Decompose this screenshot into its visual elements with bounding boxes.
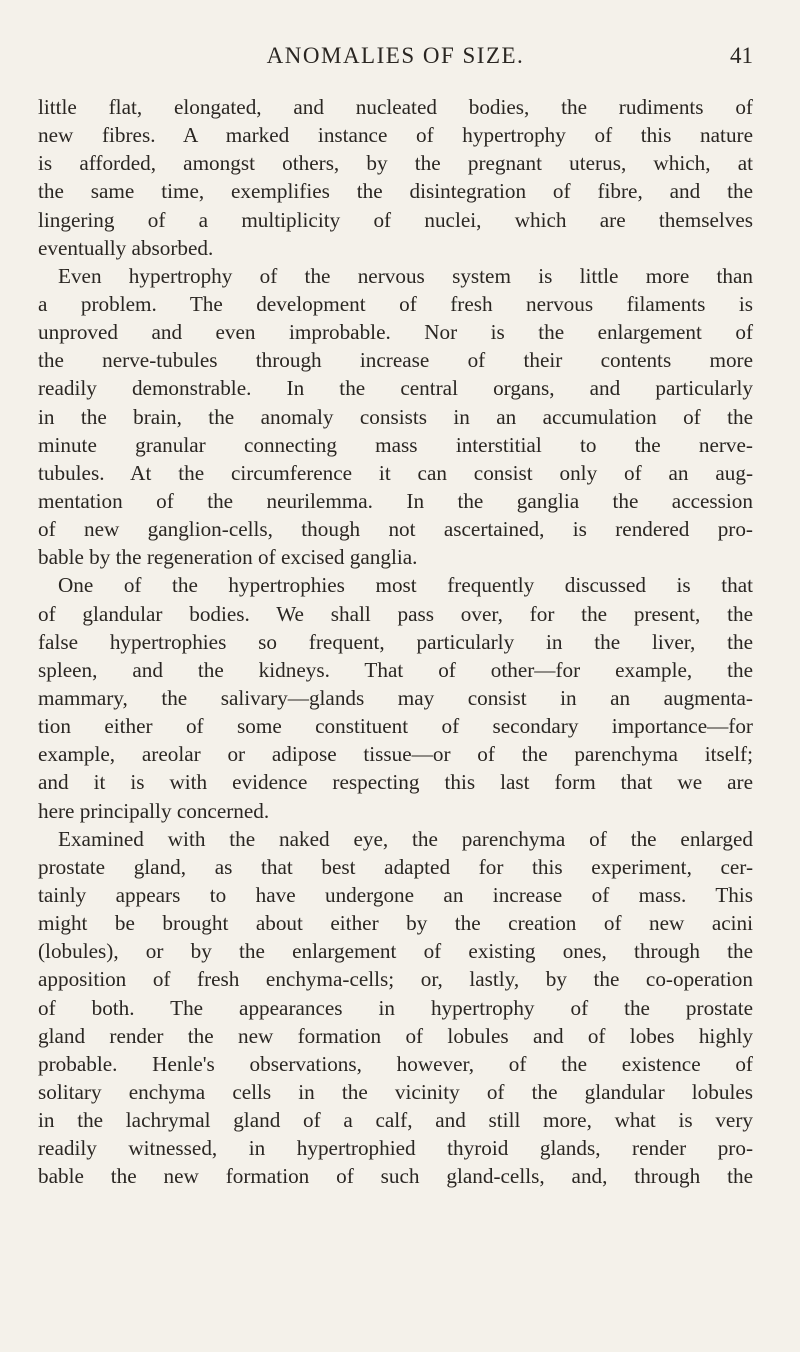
text-line: mentation of the neurilemma. In the ganglia the accession (38, 488, 753, 513)
text-line: the same time, exemplifies the disintegration of fibre, and the (38, 179, 753, 204)
text-line: bable by the regeneration of excised ganglia. (38, 545, 418, 570)
text-line: apposition of fresh enchyma-cells; or, lastly, by the co-operation (38, 967, 753, 992)
body-text (38, 93, 753, 1190)
text-line: the nerve-tubules through increase of their contents more (38, 348, 753, 373)
text-line: of both. The appearances in hypertrophy of the prostate (38, 995, 753, 1020)
text-line: and it is with evidence respecting this last form that we are (38, 770, 753, 795)
text-line: in the lachrymal gland of a calf, and still more, what is very (38, 1108, 753, 1133)
text-line: readily witnessed, in hypertrophied thyroid glands, render pro- (38, 1136, 753, 1161)
text-line: tion either of some constituent of secondary importance—for (38, 714, 753, 739)
text-line: might be brought about either by the creation of new acini (38, 911, 753, 936)
text-line: tubules. At the circumference it can consist only of an aug- (38, 460, 753, 485)
running-title: ANOMALIES OF SIZE. (266, 43, 525, 68)
text-line: mammary, the salivary—glands may consist in an augmenta- (38, 685, 753, 710)
text-line: here principally concerned. (38, 798, 270, 823)
text-line: is afforded, amongst others, by the pregnant uterus, which, at (38, 151, 753, 176)
text-line: prostate gland, as that best adapted for this experiment, cer- (38, 854, 753, 879)
text-line: unproved and even improbable. Nor is the enlargement of (38, 320, 753, 345)
text-line: of new ganglion-cells, though not ascertained, is rendered pro- (38, 517, 753, 542)
text-line: in the brain, the anomaly consists in an accumulation of the (38, 404, 753, 429)
text-line: solitary enchyma cells in the vicinity of the glandular lobules (38, 1079, 753, 1104)
text-line: tainly appears to have undergone an increase of mass. This (38, 882, 753, 907)
text-line: probable. Henle's observations, however, of the existence of (38, 1051, 753, 1076)
text-line: little flat, elongated, and nucleated bodies, the rudiments of (38, 95, 753, 119)
text-line: (lobules), or by the enlargement of existing ones, through the (38, 939, 753, 964)
text-line: eventually absorbed. (38, 235, 214, 260)
text-line: false hypertrophies so frequent, particularly in the liver, the (38, 629, 753, 654)
paragraph-start-line: Examined with the naked eye, the parenchyma of the enlarged (58, 826, 753, 851)
running-head (38, 40, 753, 72)
page-number: 41 (730, 43, 753, 68)
text-line: lingering of a multiplicity of nuclei, which are themselves (38, 207, 753, 232)
text-line: a problem. The development of fresh nervous filaments is (38, 291, 753, 316)
text-line: gland render the new formation of lobules and of lobes highly (38, 1023, 753, 1048)
text-line: new fibres. A marked instance of hypertrophy of this nature (38, 123, 753, 148)
text-line: example, areolar or adipose tissue—or of the parenchyma itself; (38, 742, 753, 767)
text-line: readily demonstrable. In the central organs, and particularly (38, 376, 753, 401)
text-line: bable the new formation of such gland-cells, and, through the (38, 1164, 753, 1189)
paragraph-start-line: Even hypertrophy of the nervous system is little more than (58, 263, 753, 288)
text-line: minute granular connecting mass interstitial to the nerve- (38, 432, 753, 457)
paragraph-start-line: One of the hypertrophies most frequently discussed is that (58, 573, 753, 598)
text-line: spleen, and the kidneys. That of other—for example, the (38, 657, 753, 682)
text-line: of glandular bodies. We shall pass over, for the present, the (38, 601, 753, 626)
